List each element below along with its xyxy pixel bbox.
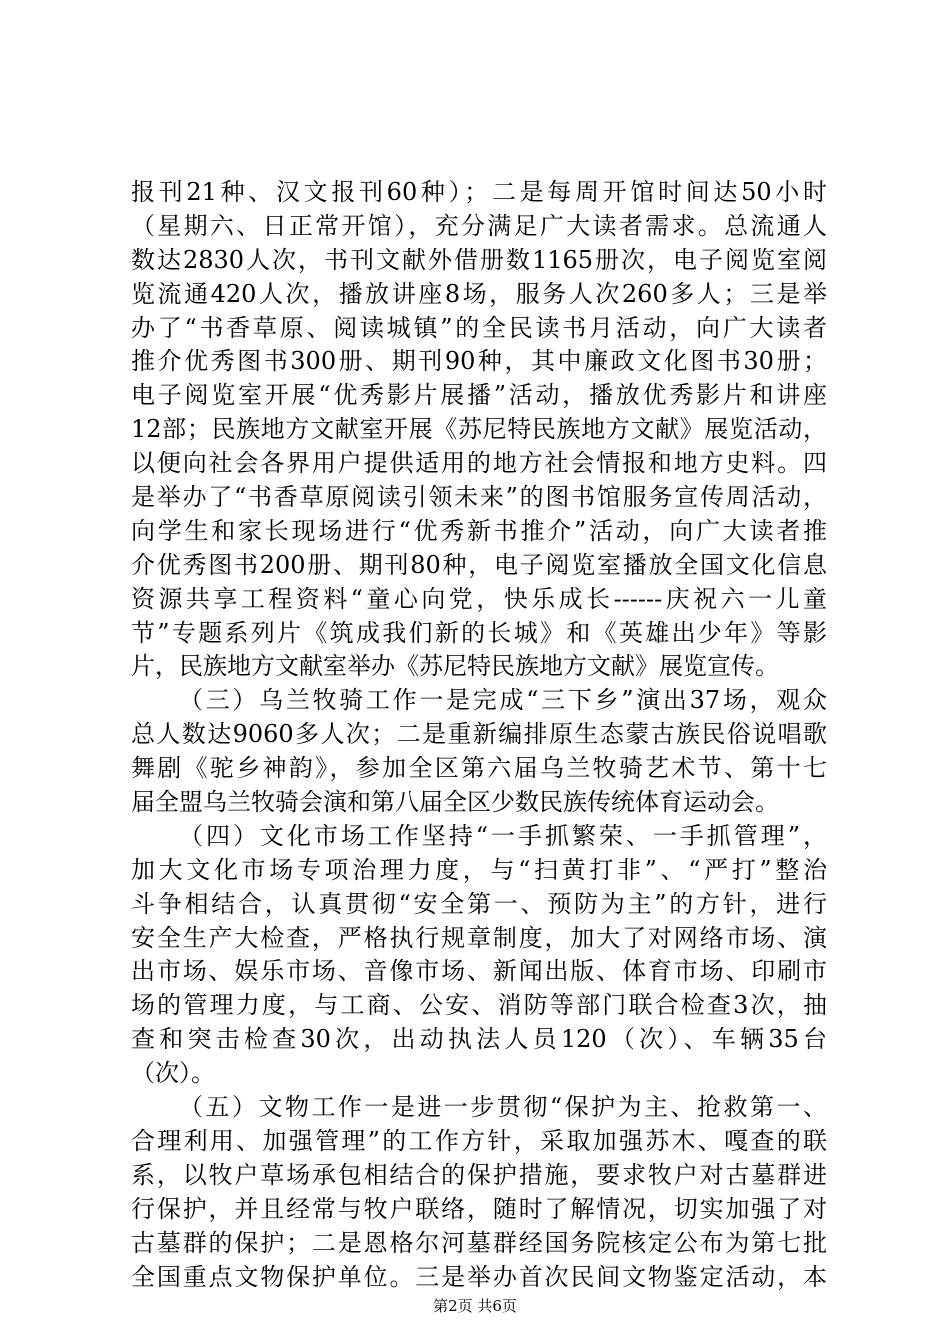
text-line: 届全盟乌兰牧骑会演和第八届全区少数民族传统体育运动会。 xyxy=(131,788,779,817)
text-line: 推介优秀图书300册、期刊90种，其中廉政文化图书30册； xyxy=(131,347,827,376)
text-line: 合理利用、加强管理”的工作方针，采取加强苏木、嘎查的联 xyxy=(131,1126,827,1155)
text-line: 向学生和家长现场进行“优秀新书推介”活动，向广大读者推 xyxy=(131,516,827,545)
text-line: 片，民族地方文献室举办《苏尼特民族地方文献》展览宣传。 xyxy=(131,652,779,681)
text-line: 加大文化市场专项治理力度，与“扫黄打非”、“严打”整治 xyxy=(131,855,827,884)
text-line: 览流通420人次，播放讲座8场，服务人次260多人；三是举 xyxy=(131,279,827,308)
text-line: 场的管理力度，与工商、公安、消防等部门联合检查3次，抽 xyxy=(131,991,827,1020)
text-line: 古墓群的保护；二是恩格尔河墓群经国务院核定公布为第七批 xyxy=(131,1228,827,1257)
text-line: （四）文化市场工作坚持“一手抓繁荣、一手抓管理”， xyxy=(179,821,827,850)
text-line: 安全生产大检查，严格执行规章制度，加大了对网络市场、演 xyxy=(131,923,827,952)
text-line: 是举办了“书香草原阅读引领未来”的图书馆服务宣传周活动， xyxy=(131,483,827,512)
text-line: （五）文物工作一是进一步贯彻“保护为主、抢救第一、 xyxy=(179,1093,827,1122)
text-line: 节”专题系列片《筑成我们新的长城》和《英雄出少年》等影 xyxy=(131,618,827,647)
page-footer: 第2页 共6页 xyxy=(433,1297,517,1315)
text-line: 介优秀图书200册、期刊80种，电子阅览室播放全国文化信息 xyxy=(131,550,827,579)
text-line: 总人数达9060多人次；二是重新编排原生态蒙古族民俗说唱歌 xyxy=(131,720,827,749)
document-body xyxy=(131,176,827,1294)
text-line: 数达2830人次，书刊文献外借册数1165册次，电子阅览室阅 xyxy=(131,245,827,274)
text-line: 12部；民族地方文献室开展《苏尼特民族地方文献》展览活动， xyxy=(131,415,827,444)
text-line: （三）乌兰牧骑工作一是完成“三下乡”演出37场，观众 xyxy=(179,686,827,715)
text-line: 行保护，并且经常与牧户联络，随时了解情况，切实加强了对 xyxy=(131,1194,827,1223)
text-line: 查和突击检查30次，出动执法人员120（次）、车辆35台 xyxy=(131,1025,827,1054)
text-line: 以便向社会各界用户提供适用的地方社会情报和地方史料。四 xyxy=(131,449,827,478)
text-line: （星期六、日正常开馆），充分满足广大读者需求。总流通人 xyxy=(131,211,827,240)
text-line: 报刊21种、汉文报刊60种）；二是每周开馆时间达50小时 xyxy=(131,178,827,206)
text-line: 系，以牧户草场承包相结合的保护措施，要求牧户对古墓群进 xyxy=(131,1160,827,1189)
text-line: （次）。 xyxy=(131,1059,215,1088)
text-line: 办了“书香草原、阅读城镇”的全民读书月活动，向广大读者 xyxy=(131,313,827,342)
text-line: 电子阅览室开展“优秀影片展播”活动，播放优秀影片和讲座 xyxy=(131,381,827,410)
text-line: 舞剧《驼乡神韵》，参加全区第六届乌兰牧骑艺术节、第十七 xyxy=(131,754,827,783)
text-line: 斗争相结合，认真贯彻“安全第一、预防为主”的方针，进行 xyxy=(131,889,827,918)
text-line: 全国重点文物保护单位。三是举办首次民间文物鉴定活动，本 xyxy=(131,1262,827,1291)
text-line: 出市场、娱乐市场、音像市场、新闻出版、体育市场、印刷市 xyxy=(131,957,827,986)
text-line: 资源共享工程资料“童心向党，快乐成长------庆祝六一儿童 xyxy=(131,584,827,613)
